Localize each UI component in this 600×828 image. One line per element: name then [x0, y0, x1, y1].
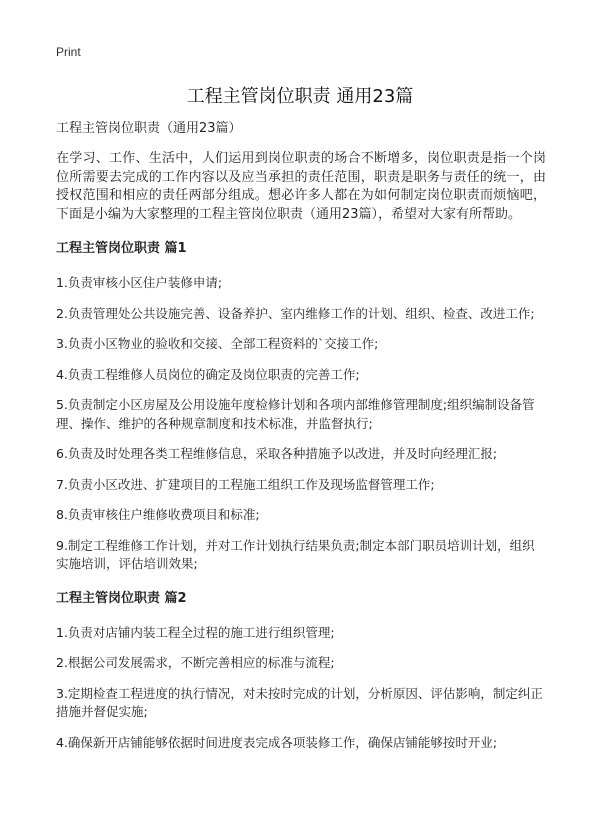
list-item: 5.负责制定小区房屋及公用设施年度检修计划和各项内部维修管理制度;组织编制设备管理、操作、维护的各种规章制度和技术标准，并监督执行;	[56, 397, 535, 431]
intro-paragraph: 在学习、工作、生活中，人们运用到岗位职责的场合不断增多，岗位职责是指一个岗位所需要去完成的工作内容以及应当承担的责任范围，职责是职务与责任的统一，由授权范围和相应的责任两部分组成。想必许多人都在为如何制定岗位职责而烦恼吧，下面是小编为大家整理的工程主管岗位职责（通用23篇），希望对大家有所帮助。	[56, 151, 546, 222]
list-item: 3.负责小区物业的验收和交接、全部工程资料的`交接工作;	[56, 336, 379, 351]
list-item: 4.确保新开店铺能够依据时间进度表完成各项装修工作，确保店铺能够按时开业;	[56, 734, 498, 750]
section-title: 工程主管岗位职责 篇1	[56, 241, 187, 256]
list-item: 3.定期检查工程进度的执行情况，对未按时完成的计划，分析原因、评估影响，制定纠正措施并督促实施;	[56, 685, 543, 719]
section-1	[56, 240, 546, 574]
section-2	[56, 590, 546, 753]
list-item: 6.负责及时处理各类工程维修信息，采取各种措施予以改进，并及时向经理汇报;	[56, 446, 498, 461]
list-item: 2.根据公司发展需求，不断完善相应的标准与流程;	[56, 655, 335, 670]
list-item: 2.负责管理处公共设施完善、设备养护、室内维修工作的计划、组织、检查、改进工作;	[56, 305, 535, 321]
list-item: 4.负责工程维修人员岗位的确定及岗位职责的完善工作;	[56, 366, 360, 382]
list-item: 1.负责审核小区住户装修申请;	[56, 275, 223, 290]
list-item: 8.负责审核住户维修收费项目和标准;	[56, 507, 260, 522]
section-title: 工程主管岗位职责 篇2	[56, 590, 187, 606]
document-body	[56, 120, 546, 764]
list-item: 9.制定工程维修工作计划，并对工作计划执行结果负责;制定本部门职员培训计划，组织实施培训，评估培训效果;	[56, 537, 535, 571]
document-title: 工程主管岗位职责 通用23篇	[186, 86, 414, 107]
print-link[interactable]: Print	[56, 45, 81, 59]
document-subtitle: 工程主管岗位职责（通用23篇）	[56, 121, 242, 136]
list-item: 7.负责小区改进、扩建项目的工程施工组织工作及现场监督管理工作;	[56, 476, 435, 492]
list-item: 1.负责对店铺内装工程全过程的施工进行组织管理;	[56, 624, 335, 640]
